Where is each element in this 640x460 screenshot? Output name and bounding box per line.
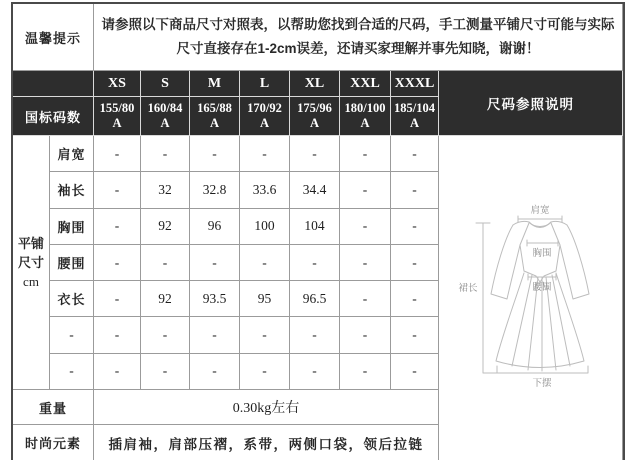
cell-value: 100 <box>254 218 275 234</box>
cell-value: - <box>114 363 120 379</box>
cell <box>290 136 340 172</box>
gb-code-value: 185/104 <box>394 101 435 115</box>
notice-text-cell <box>94 4 623 71</box>
cell <box>240 317 290 353</box>
gb-code-grade: A <box>112 116 122 130</box>
flat-size-group-line2: 尺寸 <box>17 255 44 271</box>
row-label-text: 袖长 <box>57 183 86 199</box>
cell-value: - <box>312 145 317 161</box>
gb-code-value: 165/88 <box>197 101 232 115</box>
cell <box>190 136 240 172</box>
cell-value: 33.6 <box>252 181 277 197</box>
cell <box>391 245 439 281</box>
weight-label-cell <box>13 390 94 425</box>
row-label-empty-2 <box>50 354 94 390</box>
cell <box>340 245 391 281</box>
cell-value: 92 <box>158 290 172 306</box>
cell-value: - <box>312 327 317 343</box>
cell <box>94 317 141 353</box>
cell <box>340 354 391 390</box>
cell <box>190 172 240 208</box>
size-reference-header <box>439 71 623 136</box>
cell <box>240 209 290 245</box>
cell-value: 93.5 <box>202 290 227 306</box>
flat-size-group-unit: cm <box>23 274 39 290</box>
cell <box>290 281 340 317</box>
cell <box>290 245 340 281</box>
cell-value: - <box>262 254 267 270</box>
diagram-label-shoulder: 肩宽 <box>530 205 550 216</box>
cell-value: - <box>114 327 120 343</box>
cell <box>141 354 190 390</box>
cell-value: - <box>362 327 368 343</box>
cell-value: - <box>114 254 120 270</box>
row-label-text: 胸围 <box>57 219 86 235</box>
gb-code-xs <box>94 97 141 136</box>
gb-code-grade: A <box>209 116 220 130</box>
gb-code-xl <box>290 97 340 136</box>
cell <box>190 317 240 353</box>
row-label-empty-1 <box>50 317 94 353</box>
cell-value: - <box>114 181 120 197</box>
cell <box>190 354 240 390</box>
flat-size-group-line1: 平铺 <box>17 236 44 252</box>
gb-code-value: 170/92 <box>247 101 282 115</box>
cell <box>391 209 439 245</box>
cell <box>240 281 290 317</box>
flat-size-group-cell <box>13 136 50 390</box>
gb-code-grade: A <box>360 116 370 130</box>
cell-value: - <box>212 363 217 379</box>
cell <box>141 245 190 281</box>
cell-value: - <box>412 181 417 197</box>
cell <box>391 281 439 317</box>
gb-code-grade: A <box>259 116 270 130</box>
notice-label-cell <box>13 4 94 71</box>
row-label-length <box>50 281 94 317</box>
row-label-bust <box>50 209 94 245</box>
cell-value: 96.5 <box>302 290 327 306</box>
gb-code-xxl <box>340 97 391 136</box>
cell-value: - <box>412 327 417 343</box>
cell-value: - <box>162 363 168 379</box>
fashion-label: 时尚元素 <box>24 436 81 452</box>
cell <box>290 354 340 390</box>
cell <box>190 209 240 245</box>
cell-value: 95 <box>257 290 272 306</box>
cell <box>340 172 391 208</box>
gb-code-value: 160/84 <box>147 101 183 115</box>
cell-value: 92 <box>158 218 172 234</box>
size-label-xxxl: XXXL <box>394 75 435 91</box>
cell-value: 34.4 <box>302 181 327 197</box>
cell <box>391 354 439 390</box>
cell <box>340 317 391 353</box>
cell <box>391 317 439 353</box>
cell <box>240 172 290 208</box>
cell <box>240 245 290 281</box>
gb-code-grade: A <box>160 116 170 130</box>
cell-value: - <box>162 327 168 343</box>
size-chart-table <box>11 2 625 460</box>
cell <box>190 281 240 317</box>
cell-value: - <box>262 327 267 343</box>
cell-value: - <box>262 363 267 379</box>
gb-code-value: 155/80 <box>99 101 135 115</box>
size-col-l <box>240 71 290 97</box>
size-col-m <box>190 71 240 97</box>
cell-value: - <box>114 145 120 161</box>
cell <box>391 136 439 172</box>
cell <box>94 209 141 245</box>
gb-code-row-label: 国标码数 <box>24 109 81 125</box>
cell-value: - <box>162 254 168 270</box>
cell-value: - <box>262 145 267 161</box>
cell-value: - <box>362 254 368 270</box>
cell <box>340 209 391 245</box>
row-label-text: - <box>69 363 74 379</box>
cell <box>141 317 190 353</box>
size-diagram-cell <box>439 136 623 460</box>
diagram-label-skirt-length: 裙长 <box>458 283 478 294</box>
weight-value: 0.30kg左右 <box>232 401 300 417</box>
cell-value: - <box>312 363 317 379</box>
row-label-text: 衣长 <box>57 292 86 308</box>
gb-code-row-label-cell <box>13 97 94 136</box>
cell-value: - <box>412 290 417 306</box>
cell-value: - <box>362 145 368 161</box>
cell <box>94 354 141 390</box>
size-label-xl: XL <box>304 75 325 91</box>
size-col-xxxl <box>391 71 439 97</box>
size-col-xs <box>94 71 141 97</box>
notice-label: 温馨提示 <box>24 30 81 46</box>
weight-label: 重量 <box>38 400 67 416</box>
notice-line-1: 请参照以下商品尺寸对照表，以帮助您找到合适的尺码，手工测量平铺尺寸可能与实际 <box>101 17 615 32</box>
cell-value: - <box>412 218 417 234</box>
diagram-label-waist: 腰围 <box>532 282 552 293</box>
size-label-l: L <box>259 75 270 91</box>
cell <box>391 172 439 208</box>
cell-value: - <box>114 218 120 234</box>
size-col-xxl <box>340 71 391 97</box>
size-reference-title: 尺码参照说明 <box>487 97 574 112</box>
cell <box>190 245 240 281</box>
diagram-label-bust: 胸围 <box>532 248 552 259</box>
fashion-value-cell <box>94 425 439 460</box>
gb-code-m <box>190 97 240 136</box>
cell <box>290 172 340 208</box>
cell-value: - <box>162 145 168 161</box>
weight-value-cell <box>94 390 439 425</box>
cell-value: - <box>412 254 417 270</box>
gb-code-l <box>240 97 290 136</box>
gb-code-grade: A <box>409 116 420 130</box>
cell-value: - <box>362 181 368 197</box>
gb-code-s <box>141 97 190 136</box>
cell-value: 32.8 <box>202 181 227 197</box>
cell-value: 96 <box>207 218 222 234</box>
cell <box>240 354 290 390</box>
cell <box>290 317 340 353</box>
cell <box>141 281 190 317</box>
gb-code-value: 175/96 <box>297 101 332 115</box>
cell-value: 104 <box>304 218 325 234</box>
row-label-sleeve <box>50 172 94 208</box>
cell <box>240 136 290 172</box>
row-label-text: 腰围 <box>57 256 86 272</box>
fashion-label-cell <box>13 425 94 460</box>
dress-diagram <box>439 136 623 460</box>
cell-value: - <box>212 145 217 161</box>
fashion-value: 插肩袖，肩部压褶，系带，两侧口袋，领后拉链 <box>108 436 424 452</box>
cell <box>340 281 391 317</box>
gb-code-grade: A <box>309 116 320 130</box>
size-header-spacer-cell <box>13 71 94 97</box>
cell <box>94 172 141 208</box>
row-label-text: 肩宽 <box>57 147 86 163</box>
cell-value: - <box>212 254 217 270</box>
cell-value: - <box>362 363 368 379</box>
diagram-label-hem: 下摆 <box>532 378 552 389</box>
cell <box>141 172 190 208</box>
size-label-s: S <box>161 75 169 91</box>
cell <box>94 136 141 172</box>
cell <box>94 245 141 281</box>
row-label-waist <box>50 245 94 281</box>
cell-value: 32 <box>158 181 172 197</box>
row-label-text: - <box>69 327 74 343</box>
cell-value: - <box>212 327 217 343</box>
size-label-xxl: XXL <box>350 75 380 91</box>
cell-value: - <box>114 290 120 306</box>
cell <box>141 136 190 172</box>
cell-value: - <box>362 218 368 234</box>
cell-value: - <box>412 363 417 379</box>
cell <box>340 136 391 172</box>
cell <box>141 209 190 245</box>
gb-code-xxxl <box>391 97 439 136</box>
cell-value: - <box>312 254 317 270</box>
cell-value: - <box>412 145 417 161</box>
notice-line-2: 尺寸直接存在1-2cm误差，还请买家理解并事先知晓，谢谢！ <box>176 41 540 56</box>
row-label-shoulder <box>50 136 94 172</box>
cell-value: - <box>362 290 368 306</box>
cell <box>94 281 141 317</box>
size-col-s <box>141 71 190 97</box>
size-label-m: M <box>207 75 222 91</box>
size-col-xl <box>290 71 340 97</box>
gb-code-value: 180/100 <box>344 101 386 115</box>
size-label-xs: XS <box>108 75 126 91</box>
cell <box>290 209 340 245</box>
